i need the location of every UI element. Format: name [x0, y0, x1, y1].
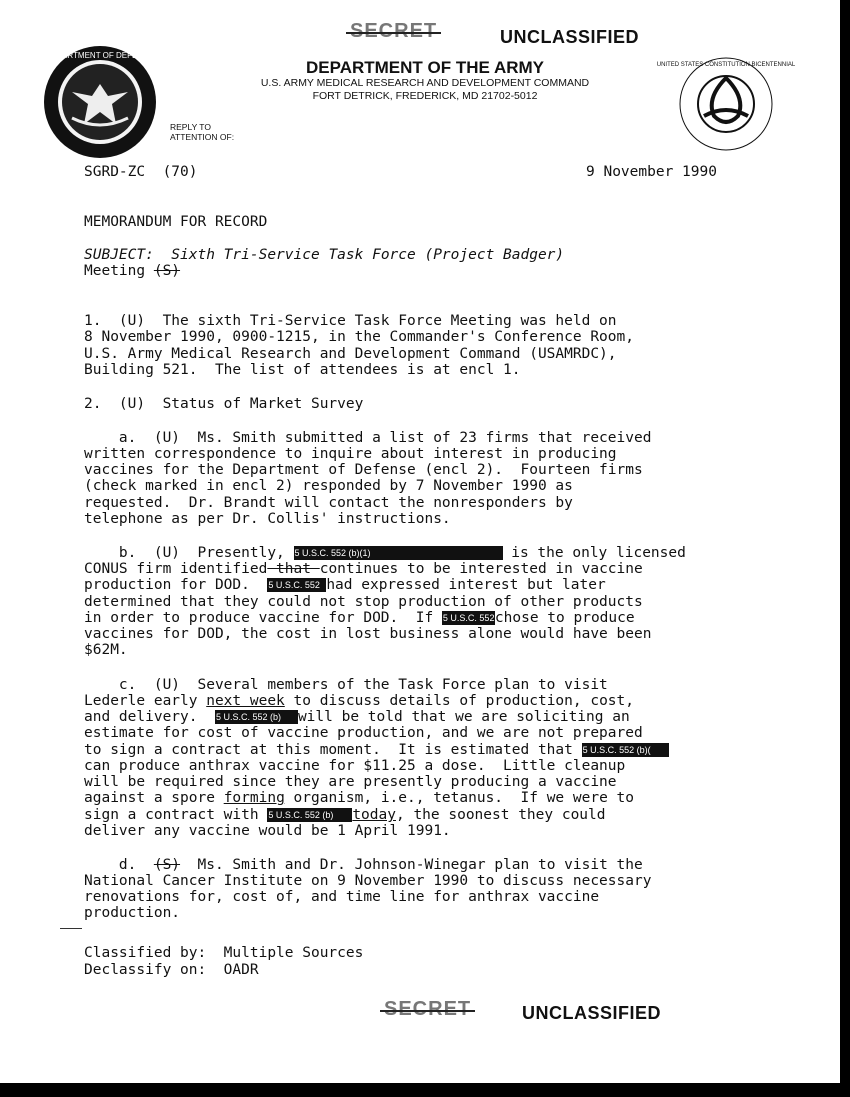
p2b-line-2 — [84, 561, 643, 577]
p2c-text: to sign a contract at this moment. It is estimated that — [84, 742, 582, 758]
subject-struck-classification: (S) — [153, 263, 181, 279]
p1-line-1: 1. (U) The sixth Tri-Service Task Force Meeting was held on — [84, 313, 617, 329]
p2b-line-7: $62M. — [84, 642, 128, 658]
p2c-text: Lederle early — [84, 693, 207, 709]
p2b-text: chose to produce — [494, 610, 635, 626]
p2c-line-5 — [84, 742, 669, 758]
redaction-box: 5 U.S.C. 552 (b)( — [582, 743, 669, 757]
p2c-text: to discuss details of production, cost, — [284, 693, 634, 709]
p2c-line-6: can produce anthrax vaccine for $11.25 a dose. Little cleanup — [84, 758, 626, 774]
underlined-text: forming — [223, 790, 285, 806]
subject-line-1 — [84, 247, 564, 263]
redaction-box: 5 U.S.C. 552 (b) — [267, 808, 352, 822]
struck-text: that — [267, 561, 320, 577]
left-seal-text: DEPARTMENT OF DEFENSE — [46, 51, 154, 60]
p2c-line-2 — [84, 693, 634, 709]
department-title: DEPARTMENT OF THE ARMY — [306, 58, 544, 77]
command-name: U.S. ARMY MEDICAL RESEARCH AND DEVELOPMENT COMMAND — [260, 77, 590, 89]
reply-to-line-1: REPLY TO — [170, 122, 211, 132]
subject-label: SUBJECT: — [84, 247, 154, 263]
redaction-box: 5 U.S.C. 552 (b) — [215, 710, 298, 724]
p2b-text: in order to produce vaccine for DOD. If — [84, 610, 442, 626]
p1-line-3: U.S. Army Medical Research and Development Command (USAMRDC), — [84, 346, 617, 362]
declassify-on-line: Declassify on: OADR — [84, 962, 259, 978]
p2b-text: is the only licensed — [502, 545, 686, 561]
memo-date: 9 November 1990 — [586, 164, 717, 180]
scan-edge-right — [840, 0, 850, 1097]
p1-line-2: 8 November 1990, 0900-1215, in the Commander's Conference Room, — [84, 329, 634, 345]
p2d-line-3: renovations for, cost of, and time line for anthrax vaccine — [84, 889, 600, 905]
p2c-line-7: will be required since they are presently producing a vaccine — [84, 774, 617, 790]
p2b-text: continues to be interested in vaccine — [319, 561, 643, 577]
p2b-text: CONUS firm identified — [84, 561, 268, 577]
p2a-line-3: vaccines for the Department of Defense (encl 2). Fourteen firms — [84, 462, 643, 478]
p2c-text: organism, i.e., tetanus. If we were to — [284, 790, 634, 806]
p2a-line-6: telephone as per Dr. Collis' instructions. — [84, 511, 451, 527]
classified-by-line: Classified by: Multiple Sources — [84, 945, 364, 961]
p2d-text: Ms. Smith and Dr. Johnson-Winegar plan to visit the — [180, 857, 643, 873]
p2b-text: had expressed interest but later — [326, 577, 606, 593]
subject-line-2 — [84, 263, 180, 279]
margin-tick — [60, 928, 82, 929]
p2c-line-9 — [84, 807, 606, 823]
p2d-text: d. — [84, 857, 154, 873]
command-address: FORT DETRICK, FREDERICK, MD 21702-5012 — [312, 90, 538, 102]
p2b-line-6: vaccines for DOD, the cost in lost business alone would have been — [84, 626, 652, 642]
struck-secret-marking-top: SECRET — [350, 20, 438, 42]
office-symbol: SGRD-ZC (70) — [84, 164, 198, 180]
p2b-text: production for DOD. — [84, 577, 268, 593]
right-seal-text: UNITED STATES CONSTITUTION BICENTENNIAL — [656, 62, 796, 68]
subject-text-2: Meeting — [84, 263, 154, 279]
underlined-text: next week — [206, 693, 285, 709]
p2d-line-1 — [84, 857, 643, 873]
p2c-text: against a spore — [84, 790, 224, 806]
p2c-line-4: estimate for cost of vaccine production, and we are not prepared — [84, 725, 643, 741]
p1-line-4: Building 521. The list of attendees is at encl 1. — [84, 362, 521, 378]
p2c-text: , the soonest they could — [395, 807, 606, 823]
p2a-line-1: a. (U) Ms. Smith submitted a list of 23 firms that received — [84, 430, 652, 446]
p2c-text: will be told that we are soliciting an — [297, 709, 630, 725]
p2d-line-2: National Cancer Institute on 9 November 1990 to discuss necessary — [84, 873, 652, 889]
memo-heading: MEMORANDUM FOR RECORD — [84, 214, 268, 230]
p2a-line-5: requested. Dr. Brandt will contact the nonresponders by — [84, 495, 573, 511]
p2a-line-2: written correspondence to inquire about interest in producing — [84, 446, 617, 462]
classification-marking-bottom: UNCLASSIFIED — [522, 1003, 662, 1023]
p2a-line-4: (check marked in encl 2) responded by 7 November 1990 as — [84, 478, 573, 494]
struck-classification: (S) — [153, 857, 181, 873]
reply-to-line-2: ATTENTION OF: — [170, 132, 235, 142]
p2c-line-8 — [84, 790, 634, 806]
struck-secret-marking-bottom: SECRET — [384, 998, 472, 1020]
p2b-line-1 — [84, 545, 686, 561]
p2d-line-4: production. — [84, 905, 181, 921]
p2b-line-3 — [84, 577, 606, 593]
underlined-text: today — [352, 807, 396, 823]
p2b-line-4: determined that they could not stop production of other products — [84, 594, 643, 610]
redaction-box: 5 U.S.C. 552 — [267, 578, 326, 592]
p2c-line-1: c. (U) Several members of the Task Force plan to visit — [84, 677, 608, 693]
reply-to-label — [170, 122, 234, 142]
p2c-line-10: deliver any vaccine would be 1 April 1991. — [84, 823, 451, 839]
subject-text-1: Sixth Tri-Service Task Force (Project Badger) — [153, 247, 565, 263]
classification-marking-top: UNCLASSIFIED — [500, 27, 640, 47]
p2c-line-3 — [84, 709, 630, 725]
p2c-text: and delivery. — [84, 709, 215, 725]
p2-title: 2. (U) Status of Market Survey — [84, 396, 364, 412]
p2b-line-5 — [84, 610, 635, 626]
scan-edge-bottom — [0, 1083, 850, 1097]
p2b-text: b. (U) Presently, — [84, 545, 294, 561]
p2c-text: sign a contract with — [84, 807, 268, 823]
redaction-box: 5 U.S.C. 552 — [442, 613, 495, 623]
redaction-box: 5 U.S.C. 552 (b)(1) — [294, 546, 503, 560]
